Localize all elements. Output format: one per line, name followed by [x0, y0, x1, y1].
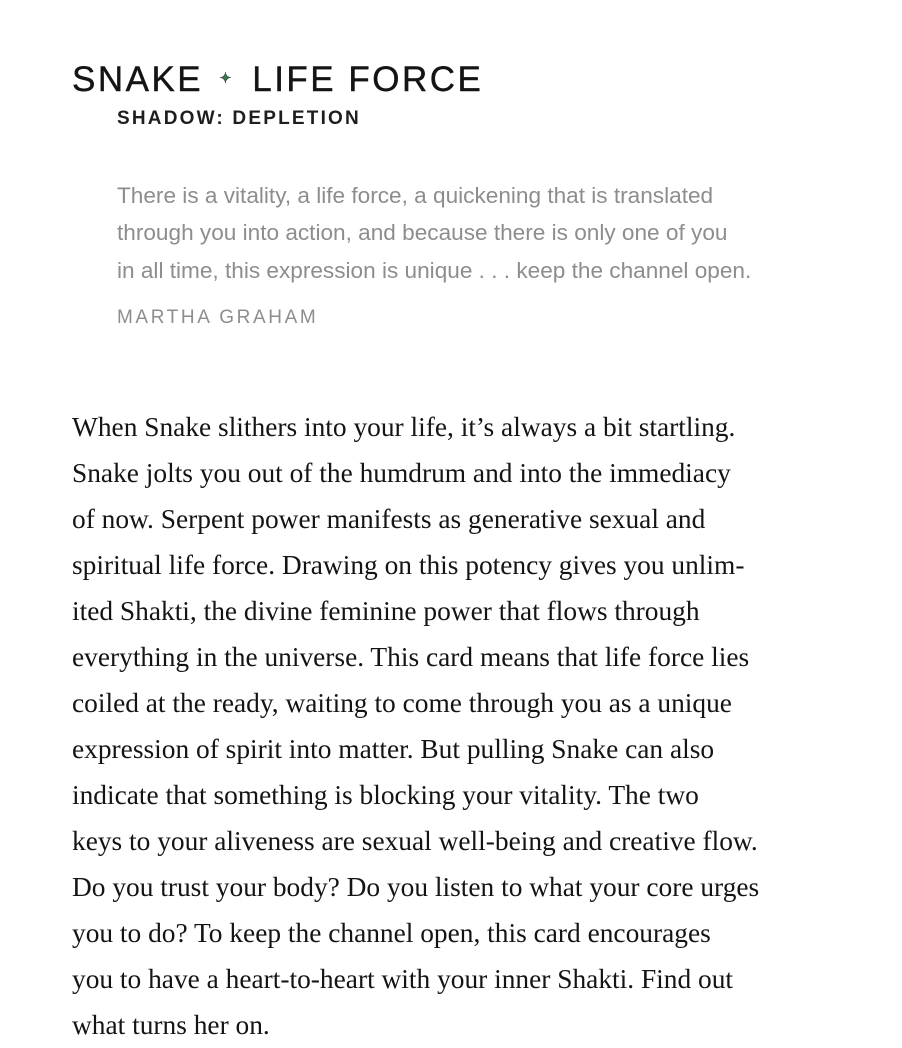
title-card-name: SNAKE — [72, 60, 204, 100]
body-line: you to do? To keep the channel open, this card encourages — [72, 918, 711, 948]
body-line: everything in the universe. This card means that life force lies — [72, 642, 750, 672]
diamond-icon: ✦ — [219, 70, 235, 88]
quote-line: There is a vitality, a life force, a quickening that is translated — [117, 183, 714, 208]
page-title — [72, 57, 483, 105]
body-line: Do you trust your body? Do you listen to what your core urges — [72, 872, 760, 902]
body-line: keys to your aliveness are sexual well-being and creative flow. — [72, 826, 758, 856]
quote-attribution: MARTHA GRAHAM — [117, 307, 319, 328]
body-line: Snake jolts you out of the humdrum and into the immediacy — [72, 458, 731, 488]
shadow-subtitle: SHADOW: DEPLETION — [117, 108, 361, 129]
body-line: ited Shakti, the divine feminine power that flows through — [72, 596, 700, 626]
body-line: expression of spirit into matter. But pulling Snake can also — [72, 734, 715, 764]
title-card-meaning: LIFE FORCE — [252, 60, 484, 100]
body-line: spiritual life force. Drawing on this potency gives you unlim- — [72, 550, 745, 580]
epigraph-quote — [117, 177, 857, 289]
body-line: what turns her on. — [72, 1010, 270, 1040]
quote-line: through you into action, and because there is only one of you — [117, 220, 728, 246]
body-line: coiled at the ready, waiting to come through you as a unique — [72, 688, 732, 718]
body-line: When Snake slithers into your life, it’s always a bit startling. — [72, 412, 736, 442]
body-line: you to have a heart-to-heart with your inner Shakti. Find out — [72, 964, 734, 994]
body-paragraph — [72, 404, 862, 1048]
body-line: indicate that something is blocking your vitality. The two — [72, 780, 699, 810]
quote-line: in all time, this expression is unique . . . keep the channel open. — [117, 257, 752, 283]
body-line: of now. Serpent power manifests as generative sexual and — [72, 504, 706, 534]
